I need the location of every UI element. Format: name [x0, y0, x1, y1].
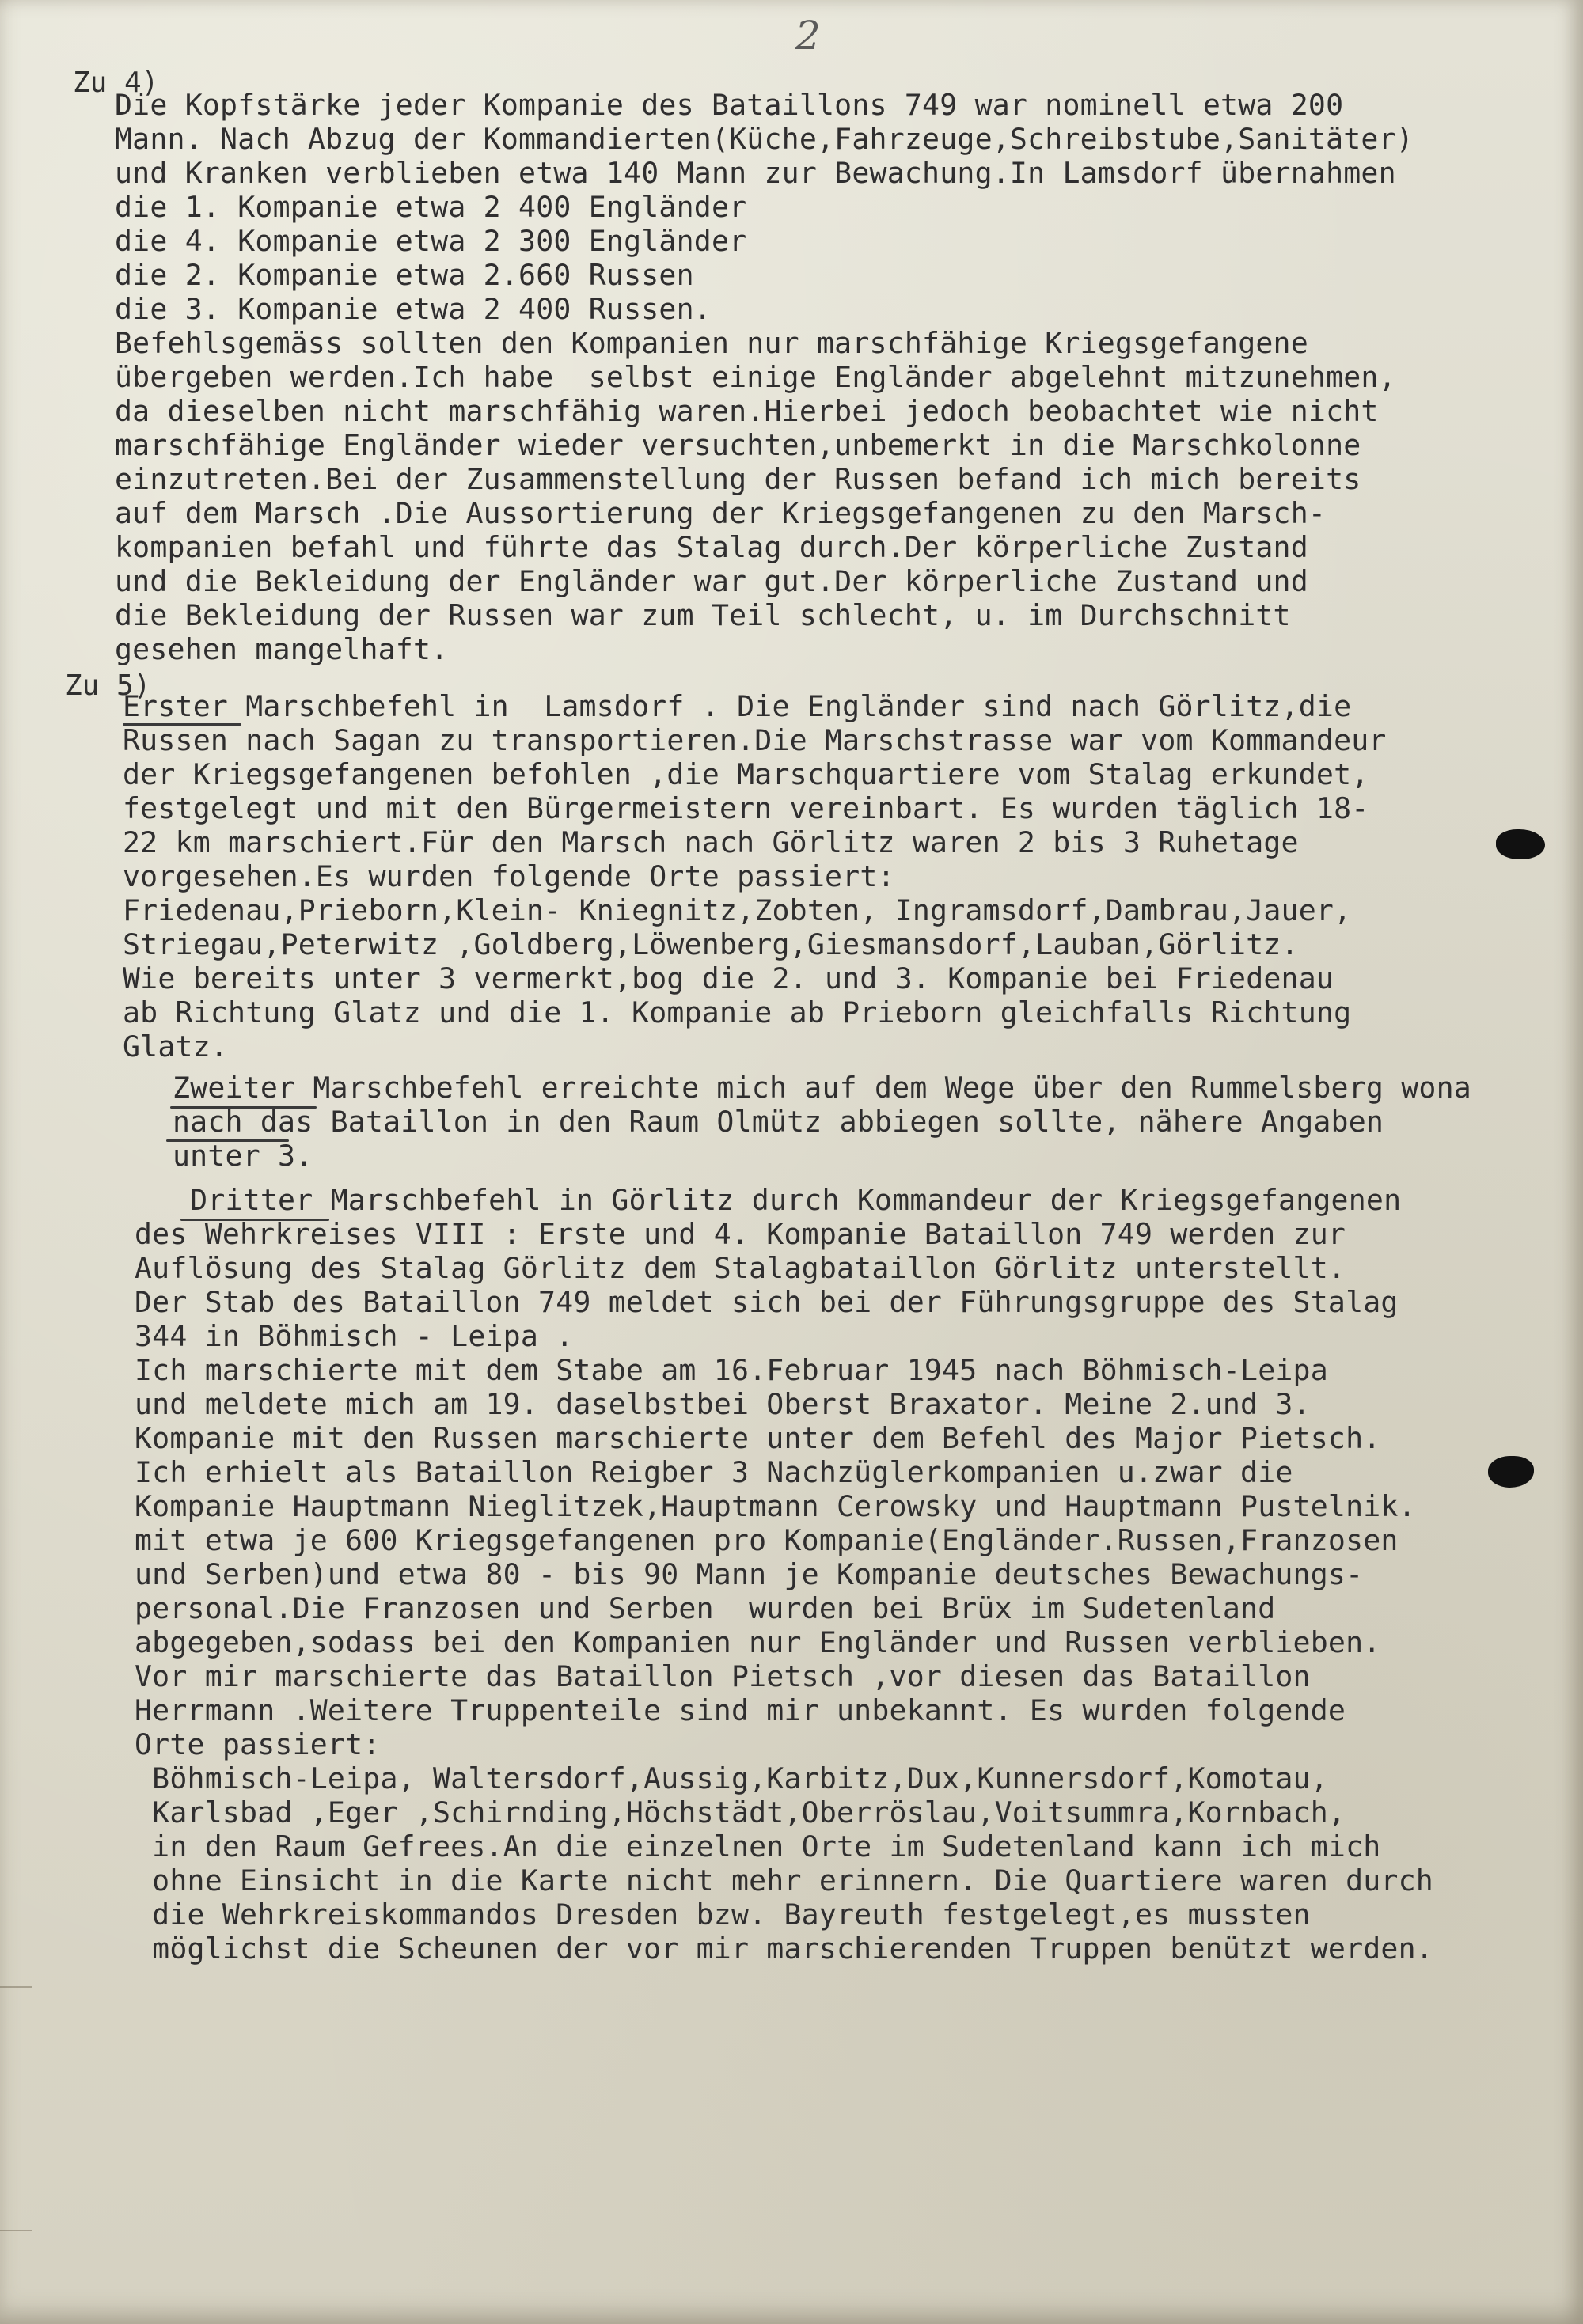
text-line: Dritter Marschbefehl in Görlitz durch Kommandeur der Kriegsgefangenen [173, 1183, 1402, 1217]
text-line: Friedenau,Prieborn,Klein- Kniegnitz,Zobten, Ingramsdorf,Dambrau,Jauer, [123, 893, 1352, 927]
text-line: festgelegt und mit den Bürgermeistern vereinbart. Es wurden täglich 18- [123, 791, 1369, 825]
text-line: 22 km marschiert.Für den Marsch nach Görlitz waren 2 bis 3 Ruhetage [123, 825, 1299, 859]
fold-mark [0, 2230, 32, 2231]
text-line: da dieselben nicht marschfähig waren.Hierbei jedoch beobachtet wie nicht [115, 394, 1379, 428]
text-line: Vor mir marschierte das Bataillon Pietsch ,vor diesen das Bataillon [135, 1659, 1311, 1693]
text-line: Erster Marschbefehl in Lamsdorf . Die Engländer sind nach Görlitz,die [123, 689, 1352, 723]
text-line: Böhmisch-Leipa, Waltersdorf,Aussig,Karbitz,Dux,Kunnersdorf,Komotau, [135, 1761, 1328, 1795]
text-line: und Kranken verblieben etwa 140 Mann zur Bewachung.In Lamsdorf übernahmen [115, 156, 1396, 190]
section-heading-zu-4: Zu 4) [73, 66, 159, 99]
text-line: Orte passiert: [135, 1727, 381, 1761]
section-heading-zu-5: Zu 5) [65, 669, 151, 702]
text-line: nach das Bataillon in den Raum Olmütz abbiegen sollte, nähere Angaben [173, 1105, 1384, 1139]
text-line: Mann. Nach Abzug der Kommandierten(Küche,Fahrzeuge,Schreibstube,Sanitäter) [115, 122, 1414, 156]
text-line: die 2. Kompanie etwa 2.660 Russen [115, 258, 694, 292]
text-line: auf dem Marsch .Die Aussortierung der Kriegsgefangenen zu den Marsch- [115, 496, 1327, 530]
text-line: vorgesehen.Es wurden folgende Orte passiert: [123, 859, 895, 893]
text-line: Herrmann .Weitere Truppenteile sind mir unbekannt. Es wurden folgende [135, 1693, 1346, 1727]
text-line: Kompanie Hauptmann Nieglitzek,Hauptmann Cerowsky und Hauptmann Pustelnik. [135, 1489, 1416, 1523]
text-line: die 4. Kompanie etwa 2 300 Engländer [115, 224, 747, 258]
text-line: des Wehrkreises VIII : Erste und 4. Kompanie Bataillon 749 werden zur [135, 1217, 1346, 1251]
text-line: Zweiter Marschbefehl erreichte mich auf dem Wege über den Rummelsberg wona [173, 1071, 1471, 1105]
text-line: unter 3. [173, 1139, 313, 1173]
text-line: Glatz. [123, 1029, 229, 1063]
text-line: und meldete mich am 19. daselbstbei Oberst Braxator. Meine 2.und 3. [135, 1387, 1311, 1421]
text-line: abgegeben,sodass bei den Kompanien nur Engländer und Russen verblieben. [135, 1625, 1381, 1659]
text-line: Russen nach Sagan zu transportieren.Die Marschstrasse war vom Kommandeur [123, 723, 1387, 757]
text-line: Wie bereits unter 3 vermerkt,bog die 2. und 3. Kompanie bei Friedenau [123, 961, 1334, 995]
text-line: der Kriegsgefangenen befohlen ,die Marschquartiere vom Stalag erkundet, [123, 757, 1369, 791]
ink-blot [1488, 1456, 1534, 1488]
text-line: die 1. Kompanie etwa 2 400 Engländer [115, 190, 747, 224]
text-line: Die Kopfstärke jeder Kompanie des Bataillons 749 war nominell etwa 200 [115, 88, 1344, 122]
text-line: und Serben)und etwa 80 - bis 90 Mann je Kompanie deutsches Bewachungs- [135, 1557, 1364, 1591]
fold-mark [0, 1986, 32, 1988]
text-line: ohne Einsicht in die Karte nicht mehr erinnern. Die Quartiere waren durch [135, 1863, 1433, 1897]
text-line: einzutreten.Bei der Zusammenstellung der Russen befand ich mich bereits [115, 462, 1361, 496]
text-line: und die Bekleidung der Engländer war gut.Der körperliche Zustand und [115, 564, 1308, 598]
text-line: die Wehrkreiskommandos Dresden bzw. Bayreuth festgelegt,es mussten [135, 1897, 1311, 1932]
text-line: Karlsbad ,Eger ,Schirnding,Höchstädt,Oberröslau,Voitsummra,Kornbach, [135, 1795, 1346, 1829]
text-line: kompanien befahl und führte das Stalag durch.Der körperliche Zustand [115, 530, 1308, 564]
text-line: Striegau,Peterwitz ,Goldberg,Löwenberg,Giesmansdorf,Lauban,Görlitz. [123, 927, 1299, 961]
text-line: Befehlsgemäss sollten den Kompanien nur marschfähige Kriegsgefangene [115, 326, 1308, 360]
text-line: marschfähige Engländer wieder versuchten,unbemerkt in die Marschkolonne [115, 428, 1361, 462]
text-line: Ich marschierte mit dem Stabe am 16.Februar 1945 nach Böhmisch-Leipa [135, 1353, 1328, 1387]
text-line: in den Raum Gefrees.An die einzelnen Orte im Sudetenland kann ich mich [135, 1829, 1381, 1863]
text-line: Auflösung des Stalag Görlitz dem Stalagbataillon Görlitz unterstellt. [135, 1251, 1346, 1285]
text-line: ab Richtung Glatz und die 1. Kompanie ab Prieborn gleichfalls Richtung [123, 995, 1352, 1029]
ink-blot [1496, 829, 1545, 859]
text-line: übergeben werden.Ich habe selbst einige Engländer abgelehnt mitzunehmen, [115, 360, 1396, 394]
text-line: Der Stab des Bataillon 749 meldet sich bei der Führungsgruppe des Stalag [135, 1285, 1399, 1319]
page-number: 2 [795, 13, 821, 59]
text-line: mit etwa je 600 Kriegsgefangenen pro Kompanie(Engländer.Russen,Franzosen [135, 1523, 1399, 1557]
text-line: die 3. Kompanie etwa 2 400 Russen. [115, 292, 712, 326]
text-line: möglichst die Scheunen der vor mir marschierenden Truppen benützt werden. [135, 1932, 1433, 1966]
text-line: personal.Die Franzosen und Serben wurden bei Brüx im Sudetenland [135, 1591, 1276, 1625]
text-line: 344 in Böhmisch - Leipa . [135, 1319, 574, 1353]
text-line: Ich erhielt als Bataillon Reigber 3 Nachzüglerkompanien u.zwar die [135, 1455, 1293, 1489]
text-line: die Bekleidung der Russen war zum Teil schlecht, u. im Durchschnitt [115, 598, 1291, 632]
text-line: gesehen mangelhaft. [115, 632, 449, 666]
text-line: Kompanie mit den Russen marschierte unter dem Befehl des Major Pietsch. [135, 1421, 1381, 1455]
